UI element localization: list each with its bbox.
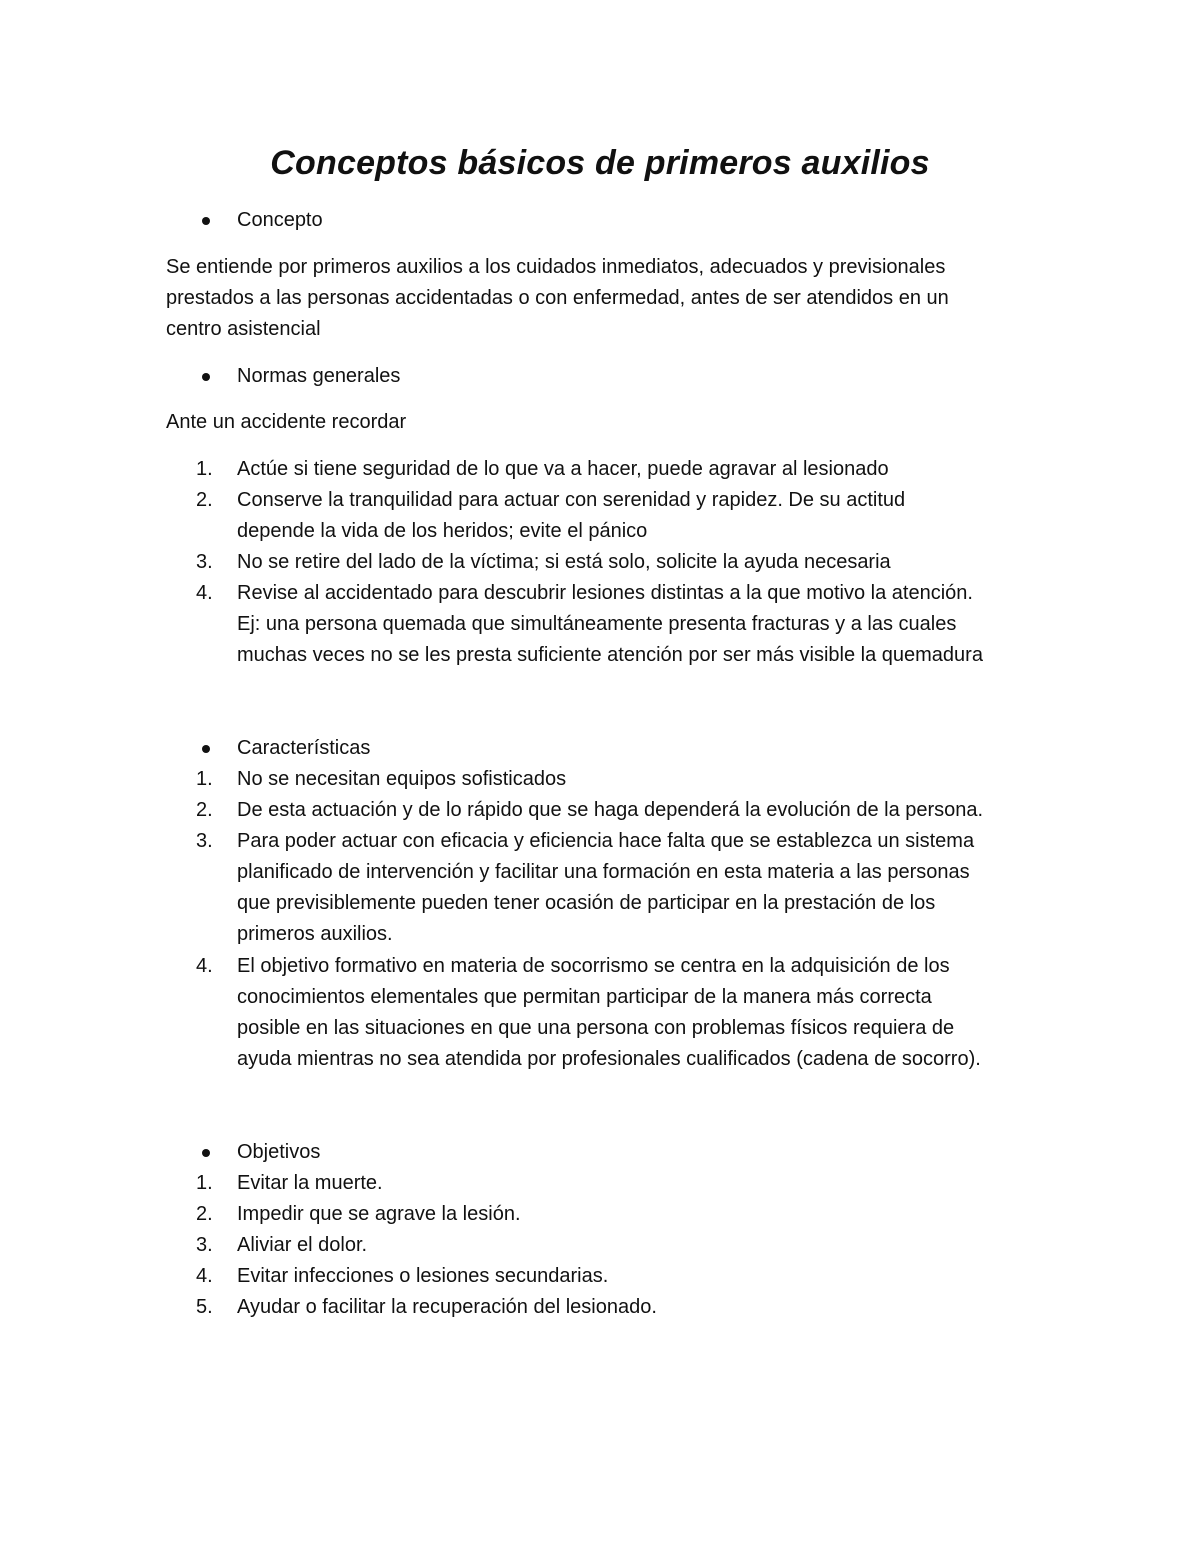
section-heading-normas: Normas generales — [237, 365, 401, 387]
list-item-line: Impedir que se agrave la lesión. — [237, 1203, 521, 1225]
list-item-line: Evitar la muerte. — [237, 1172, 383, 1194]
concepto-paragraph-line: Se entiende por primeros auxilios a los cuidados inmediatos, adecuados y previsionales — [166, 256, 946, 278]
section-heading-objetivos: Objetivos — [237, 1141, 321, 1163]
list-item-line: ayuda mientras no sea atendida por profesionales cualificados (cadena de socorro). — [237, 1048, 981, 1070]
list-item-line: De esta actuación y de lo rápido que se haga dependerá la evolución de la persona. — [237, 799, 984, 821]
bullet-dot — [202, 745, 210, 753]
concepto-paragraph-line: centro asistencial — [166, 318, 321, 340]
list-item-line: Ej: una persona quemada que simultáneamente presenta fracturas y a las cuales — [237, 613, 957, 635]
list-item-line: Actúe si tiene seguridad de lo que va a hacer, puede agravar al lesionado — [237, 458, 889, 480]
list-number: 1. — [196, 458, 213, 480]
list-item-line: Revise al accidentado para descubrir lesiones distintas a la que motivo la atención. — [237, 582, 973, 604]
list-number: 2. — [196, 489, 213, 511]
list-number: 5. — [196, 1296, 213, 1318]
list-item-line: posible en las situaciones en que una persona con problemas físicos requiera de — [237, 1017, 955, 1039]
normas-intro: Ante un accidente recordar — [166, 411, 407, 433]
list-item-line: Evitar infecciones o lesiones secundarias. — [237, 1265, 609, 1287]
list-number: 3. — [196, 830, 213, 852]
list-number: 4. — [196, 582, 213, 604]
list-item-line: muchas veces no se les presta suficiente atención por ser más visible la quemadura — [237, 644, 983, 666]
list-number: 1. — [196, 1172, 213, 1194]
section-heading-caracteristicas: Características — [237, 737, 371, 759]
list-item-line: No se retire del lado de la víctima; si está solo, solicite la ayuda necesaria — [237, 551, 891, 573]
list-item-line: primeros auxilios. — [237, 923, 393, 945]
list-number: 2. — [196, 799, 213, 821]
list-number: 4. — [196, 955, 213, 977]
list-number: 2. — [196, 1203, 213, 1225]
list-item-line: El objetivo formativo en materia de socorrismo se centra en la adquisición de los — [237, 955, 950, 977]
bullet-dot — [202, 217, 210, 225]
list-item-line: Para poder actuar con eficacia y eficiencia hace falta que se establezca un sistema — [237, 830, 975, 852]
concepto-paragraph-line: prestados a las personas accidentadas o con enfermedad, antes de ser atendidos en un — [166, 287, 949, 309]
list-number: 3. — [196, 551, 213, 573]
list-item-line: Conserve la tranquilidad para actuar con serenidad y rapidez. De su actitud — [237, 489, 906, 511]
list-item-line: planificado de intervención y facilitar una formación en esta materia a las personas — [237, 861, 970, 883]
list-item-line: depende la vida de los heridos; evite el pánico — [237, 520, 648, 542]
section-heading-concepto: Concepto — [237, 209, 323, 231]
list-item-line: Ayudar o facilitar la recuperación del lesionado. — [237, 1296, 657, 1318]
list-item-line: Aliviar el dolor. — [237, 1234, 368, 1256]
list-item-line: conocimientos elementales que permitan participar de la manera más correcta — [237, 986, 932, 1008]
list-item-line: que previsiblemente pueden tener ocasión de participar en la prestación de los — [237, 892, 936, 914]
list-number: 1. — [196, 768, 213, 790]
list-number: 4. — [196, 1265, 213, 1287]
bullet-dot — [202, 1149, 210, 1157]
list-item-line: No se necesitan equipos sofisticados — [237, 768, 567, 790]
document-title: Conceptos básicos de primeros auxilios — [270, 144, 930, 182]
list-number: 3. — [196, 1234, 213, 1256]
bullet-dot — [202, 373, 210, 381]
